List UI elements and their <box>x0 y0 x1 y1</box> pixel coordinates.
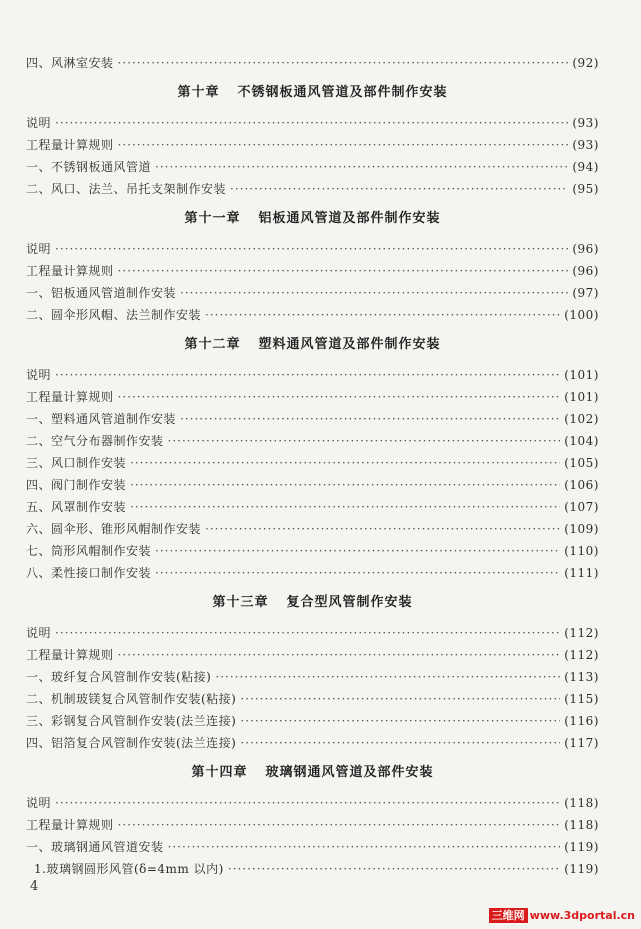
leader-dots <box>168 836 561 858</box>
toc-entry-page: (96) <box>572 264 599 278</box>
toc-entry-label: 四、铝箔复合风管制作安装(法兰连接) <box>26 736 237 750</box>
toc-entry <box>26 386 599 408</box>
leader-dots <box>130 496 560 518</box>
toc-entry-page: (118) <box>564 796 599 810</box>
toc-entry-label: 四、风淋室安装 <box>26 56 114 70</box>
chapter-heading <box>26 754 599 792</box>
leader-dots <box>118 644 561 666</box>
toc-entry-page: (102) <box>564 412 599 426</box>
toc-entry-label: 说明 <box>26 242 52 256</box>
chapter-number: 第十章 <box>177 85 220 100</box>
chapter-heading <box>26 584 599 622</box>
toc-entry <box>26 496 599 518</box>
toc-entry <box>26 134 599 156</box>
toc-entry-page: (104) <box>564 434 599 448</box>
toc-entry-label: 二、风口、法兰、吊托支架制作安装 <box>26 182 227 196</box>
toc-entry-label: 一、玻璃钢通风管道安装 <box>26 840 164 854</box>
toc-entry-label: 一、玻纤复合风管制作安装(粘接) <box>26 670 212 684</box>
leader-dots <box>155 540 560 562</box>
toc-entry <box>26 364 599 386</box>
toc-entry <box>26 792 599 814</box>
toc-entry <box>26 540 599 562</box>
toc-entry <box>26 562 599 584</box>
toc-entry-page: (107) <box>564 500 599 514</box>
toc-entry-page: (112) <box>564 626 599 640</box>
toc-entry-label: 说明 <box>26 626 52 640</box>
toc-entry-page: (106) <box>564 478 599 492</box>
leader-dots <box>155 562 560 584</box>
watermark-url: www.3dportal.cn <box>529 909 635 922</box>
toc-entry-page: (95) <box>572 182 599 196</box>
watermark-brand: 三维网 <box>489 908 528 923</box>
toc-entry <box>26 644 599 666</box>
toc-entry-page: (105) <box>564 456 599 470</box>
toc-entry-label: 三、风口制作安装 <box>26 456 127 470</box>
toc-entry-label: 一、塑料通风管道制作安装 <box>26 412 177 426</box>
toc-entry-page: (119) <box>564 840 599 854</box>
toc-entry-page: (111) <box>564 566 599 580</box>
toc-entry-label: 七、筒形风帽制作安装 <box>26 544 152 558</box>
toc-entry-label: 工程量计算规则 <box>26 818 114 832</box>
chapter-heading <box>26 200 599 238</box>
toc-entry-page: (101) <box>564 390 599 404</box>
toc-entry-label: 五、风罩制作安装 <box>26 500 127 514</box>
toc-entry-label: 三、彩钢复合风管制作安装(法兰连接) <box>26 714 237 728</box>
toc-entry <box>26 408 599 430</box>
chapter-title: 复合型风管制作安装 <box>286 595 413 610</box>
chapter-number: 第十三章 <box>212 595 269 610</box>
toc-entry <box>26 814 599 836</box>
toc-entry <box>26 452 599 474</box>
toc-entry-page: (117) <box>564 736 599 750</box>
chapter-number: 第十四章 <box>191 765 248 780</box>
chapter-number: 第十二章 <box>184 337 241 352</box>
watermark-logo <box>489 907 635 923</box>
toc-entry-page: (119) <box>564 862 599 876</box>
leader-dots <box>55 622 560 644</box>
chapter-heading <box>26 326 599 364</box>
leader-dots <box>130 452 560 474</box>
toc-entry-label: 说明 <box>26 796 52 810</box>
leader-dots <box>118 260 569 282</box>
toc-entry <box>26 688 599 710</box>
toc-entry-label: 六、圆伞形、锥形风帽制作安装 <box>26 522 202 536</box>
leader-dots <box>230 178 568 200</box>
leader-dots <box>240 710 560 732</box>
toc-entry-label: 八、柔性接口制作安装 <box>26 566 152 580</box>
toc-entry-label: 二、空气分布器制作安装 <box>26 434 164 448</box>
leader-dots <box>205 518 560 540</box>
leader-dots <box>118 52 569 74</box>
chapter-title: 不锈钢板通风管道及部件制作安装 <box>237 85 448 100</box>
toc-entry-label: 工程量计算规则 <box>26 264 114 278</box>
page-number: 4 <box>30 879 39 894</box>
toc-entry-label: 工程量计算规则 <box>26 648 114 662</box>
toc-entry-label: 二、机制玻镁复合风管制作安装(粘接) <box>26 692 237 706</box>
toc-entry-page: (113) <box>564 670 599 684</box>
chapter-number: 第十一章 <box>184 211 241 226</box>
leader-dots <box>118 386 561 408</box>
leader-dots <box>55 112 568 134</box>
toc-entry <box>26 282 599 304</box>
toc-entry <box>26 238 599 260</box>
leader-dots <box>55 364 560 386</box>
leader-dots <box>130 474 560 496</box>
toc-entry <box>26 156 599 178</box>
toc-entry-label: 说明 <box>26 368 52 382</box>
toc-entry-page: (112) <box>564 648 599 662</box>
toc-entry <box>26 732 599 754</box>
toc-entry-page: (109) <box>564 522 599 536</box>
toc-entry-label: 工程量计算规则 <box>26 390 114 404</box>
toc-entry <box>26 430 599 452</box>
toc-entry-label: 一、铝板通风管道制作安装 <box>26 286 177 300</box>
toc-entry-page: (115) <box>564 692 599 706</box>
chapter-title: 玻璃钢通风管道及部件安装 <box>265 765 434 780</box>
toc-entry <box>26 710 599 732</box>
table-of-contents <box>26 52 599 880</box>
leader-dots <box>180 282 568 304</box>
toc-entry-page: (97) <box>572 286 599 300</box>
toc-entry-page: (93) <box>572 116 599 130</box>
toc-entry-page: (93) <box>572 138 599 152</box>
toc-entry-page: (96) <box>572 242 599 256</box>
chapter-heading <box>26 74 599 112</box>
leader-dots <box>240 732 560 754</box>
leader-dots <box>180 408 560 430</box>
toc-entry <box>26 304 599 326</box>
toc-entry-label: 一、不锈钢板通风管道 <box>26 160 152 174</box>
leader-dots <box>240 688 560 710</box>
leader-dots <box>155 156 568 178</box>
toc-entry <box>26 52 599 74</box>
leader-dots <box>118 814 561 836</box>
toc-entry <box>26 836 599 858</box>
toc-entry-page: (100) <box>564 308 599 322</box>
toc-entry-page: (92) <box>572 56 599 70</box>
toc-entry-page: (116) <box>564 714 599 728</box>
toc-entry-page: (101) <box>564 368 599 382</box>
chapter-title: 铝板通风管道及部件制作安装 <box>258 211 441 226</box>
toc-entry <box>26 518 599 540</box>
toc-entry <box>26 622 599 644</box>
toc-entry <box>26 178 599 200</box>
chapter-title: 塑料通风管道及部件制作安装 <box>258 337 441 352</box>
toc-entry-label: 说明 <box>26 116 52 130</box>
toc-entry <box>26 474 599 496</box>
toc-entry-label: 二、圆伞形风帽、法兰制作安装 <box>26 308 202 322</box>
leader-dots <box>228 858 560 880</box>
toc-entry-page: (110) <box>564 544 599 558</box>
toc-entry <box>26 666 599 688</box>
leader-dots <box>205 304 560 326</box>
leader-dots <box>168 430 561 452</box>
toc-subentry <box>26 858 599 880</box>
toc-entry-page: (118) <box>564 818 599 832</box>
toc-entry-page: (94) <box>572 160 599 174</box>
toc-entry <box>26 260 599 282</box>
leader-dots <box>215 666 560 688</box>
toc-entry-label: 四、阀门制作安装 <box>26 478 127 492</box>
toc-entry-label: 1.玻璃钢圆形风管(δ=4mm 以内) <box>34 862 224 876</box>
toc-entry-label: 工程量计算规则 <box>26 138 114 152</box>
leader-dots <box>55 238 568 260</box>
toc-entry <box>26 112 599 134</box>
leader-dots <box>118 134 569 156</box>
leader-dots <box>55 792 560 814</box>
